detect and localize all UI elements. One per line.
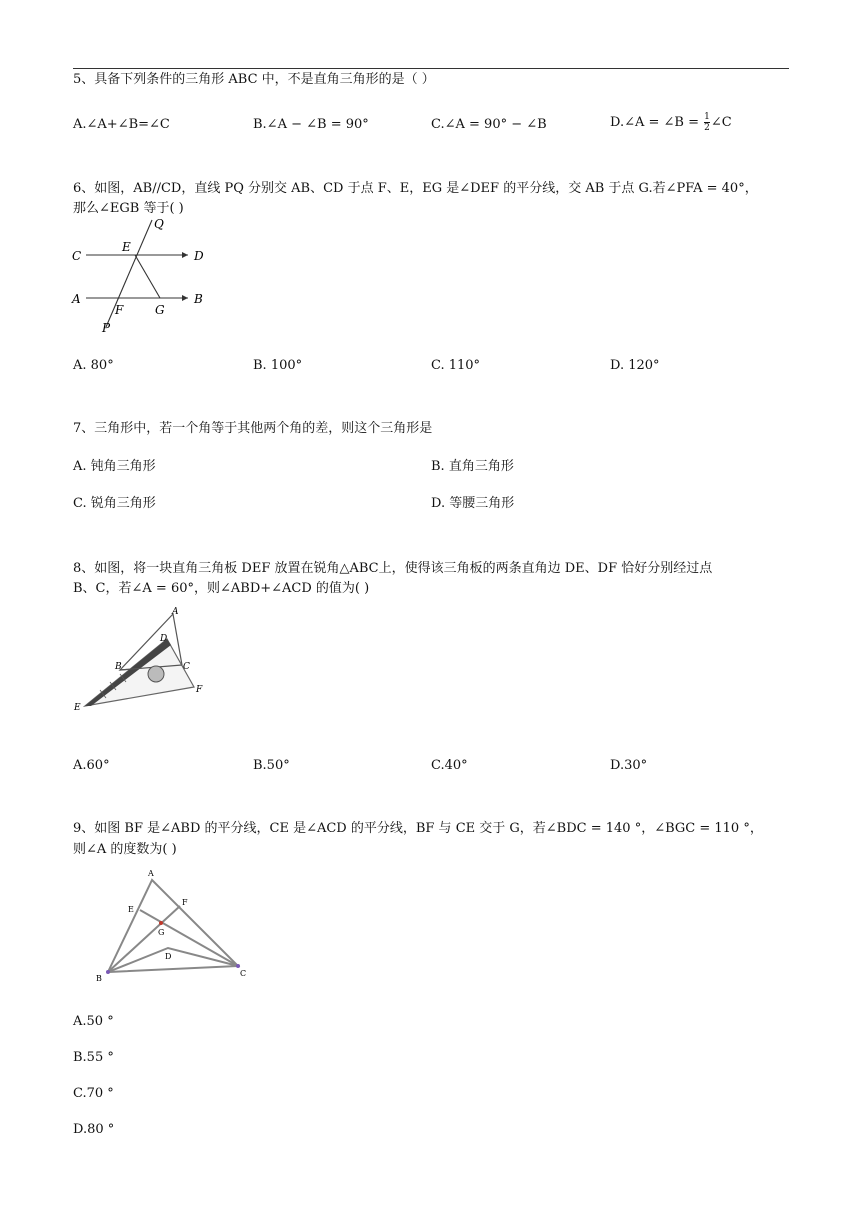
q8-option-b[interactable]: B.50° <box>253 758 290 773</box>
fraction-denominator: 2 <box>704 123 710 133</box>
q8-figure <box>70 602 220 717</box>
triangle-abc <box>108 880 238 972</box>
line-eg <box>135 255 160 298</box>
q6-stem-line1: 6、如图，AB//CD，直线 PQ 分别交 AB、CD 于点 F、E，EG 是∠DEF 的平分线，交 AB 于点 G.若∠PFA = 40°， <box>73 181 758 196</box>
label-e: E <box>74 703 81 713</box>
q7-stem: 7、三角形中，若一个角等于其他两个角的差，则这个三角形是 <box>73 421 433 436</box>
label-a: A <box>72 292 81 306</box>
q8-option-d[interactable]: D.30° <box>610 758 648 773</box>
label-a: A <box>172 607 179 617</box>
label-f: F <box>115 303 124 317</box>
label-f: F <box>196 685 203 695</box>
label-b: B <box>194 292 203 306</box>
q9-figure <box>90 864 260 986</box>
q8-option-a[interactable]: A.60° <box>73 758 110 773</box>
label-e: E <box>128 905 134 914</box>
label-d: D <box>160 634 168 644</box>
label-e: E <box>122 240 131 254</box>
label-d: D <box>194 249 204 263</box>
q7-option-c[interactable]: C. 锐角三角形 <box>73 496 156 511</box>
q5-option-d[interactable] <box>610 112 732 133</box>
q9-stem-line2: 则∠A 的度数为( ) <box>73 842 177 857</box>
header-rule <box>73 68 789 69</box>
label-g: G <box>155 303 165 317</box>
q7-option-a[interactable]: A. 钝角三角形 <box>73 459 156 474</box>
q7-option-b[interactable]: B. 直角三角形 <box>431 459 514 474</box>
q6-option-d[interactable]: D. 120° <box>610 358 660 373</box>
point-b <box>106 970 110 974</box>
line-pq <box>106 220 152 327</box>
label-p: P <box>102 321 111 335</box>
q5-option-d-prefix: D.∠A = ∠B = <box>610 115 700 130</box>
q5-stem: 5、具备下列条件的三角形 ABC 中，不是直角三角形的是（ ） <box>73 72 435 87</box>
label-b: B <box>115 662 122 672</box>
q9-option-b[interactable]: B.55 ° <box>73 1050 114 1065</box>
label-g: G <box>158 928 165 937</box>
q9-option-c[interactable]: C.70 ° <box>73 1086 114 1101</box>
q6-option-c[interactable]: C. 110° <box>431 358 481 373</box>
q8-option-c[interactable]: C.40° <box>431 758 468 773</box>
q5-option-c[interactable]: C.∠A = 90° − ∠B <box>431 117 547 132</box>
q7-option-d[interactable]: D. 等腰三角形 <box>431 496 515 511</box>
label-c: C <box>183 662 190 672</box>
q6-option-a[interactable]: A. 80° <box>73 358 114 373</box>
q6-figure <box>68 215 218 340</box>
label-d: D <box>165 952 172 961</box>
fraction <box>704 112 710 133</box>
fraction-numerator: 1 <box>704 112 710 122</box>
label-a: A <box>148 869 154 878</box>
q6-option-b[interactable]: B. 100° <box>253 358 303 373</box>
set-square-hole <box>148 666 164 682</box>
q9-option-a[interactable]: A.50 ° <box>73 1014 114 1029</box>
q9-option-d[interactable]: D.80 ° <box>73 1122 115 1137</box>
point-c <box>236 964 240 968</box>
label-f: F <box>182 898 188 907</box>
arrow-b <box>182 295 188 301</box>
q9-stem-line1: 9、如图 BF 是∠ABD 的平分线，CE 是∠ACD 的平分线，BF 与 CE 交于 G，若∠BDC = 140 °，∠BGC = 110 °， <box>73 821 763 836</box>
q5-option-a[interactable]: A.∠A+∠B=∠C <box>73 117 170 132</box>
segment-bf <box>108 906 180 972</box>
q8-stem-line2: B、C，若∠A = 60°，则∠ABD+∠ACD 的值为( ) <box>73 581 370 596</box>
arrow-d <box>182 252 188 258</box>
label-q: Q <box>154 217 164 231</box>
q5-option-b[interactable]: B.∠A − ∠B = 90° <box>253 117 369 132</box>
q8-stem-line1: 8、如图，将一块直角三角板 DEF 放置在锐角△ABC上，使得该三角板的两条直角边 DE、DF 恰好分别经过点 <box>73 561 713 576</box>
label-b: B <box>96 974 102 983</box>
q5-option-d-suffix: ∠C <box>710 115 732 130</box>
label-c: C <box>72 249 82 263</box>
label-c: C <box>240 969 247 978</box>
point-g <box>159 921 163 925</box>
q6-stem-line2: 那么∠EGB 等于( ) <box>73 201 184 216</box>
